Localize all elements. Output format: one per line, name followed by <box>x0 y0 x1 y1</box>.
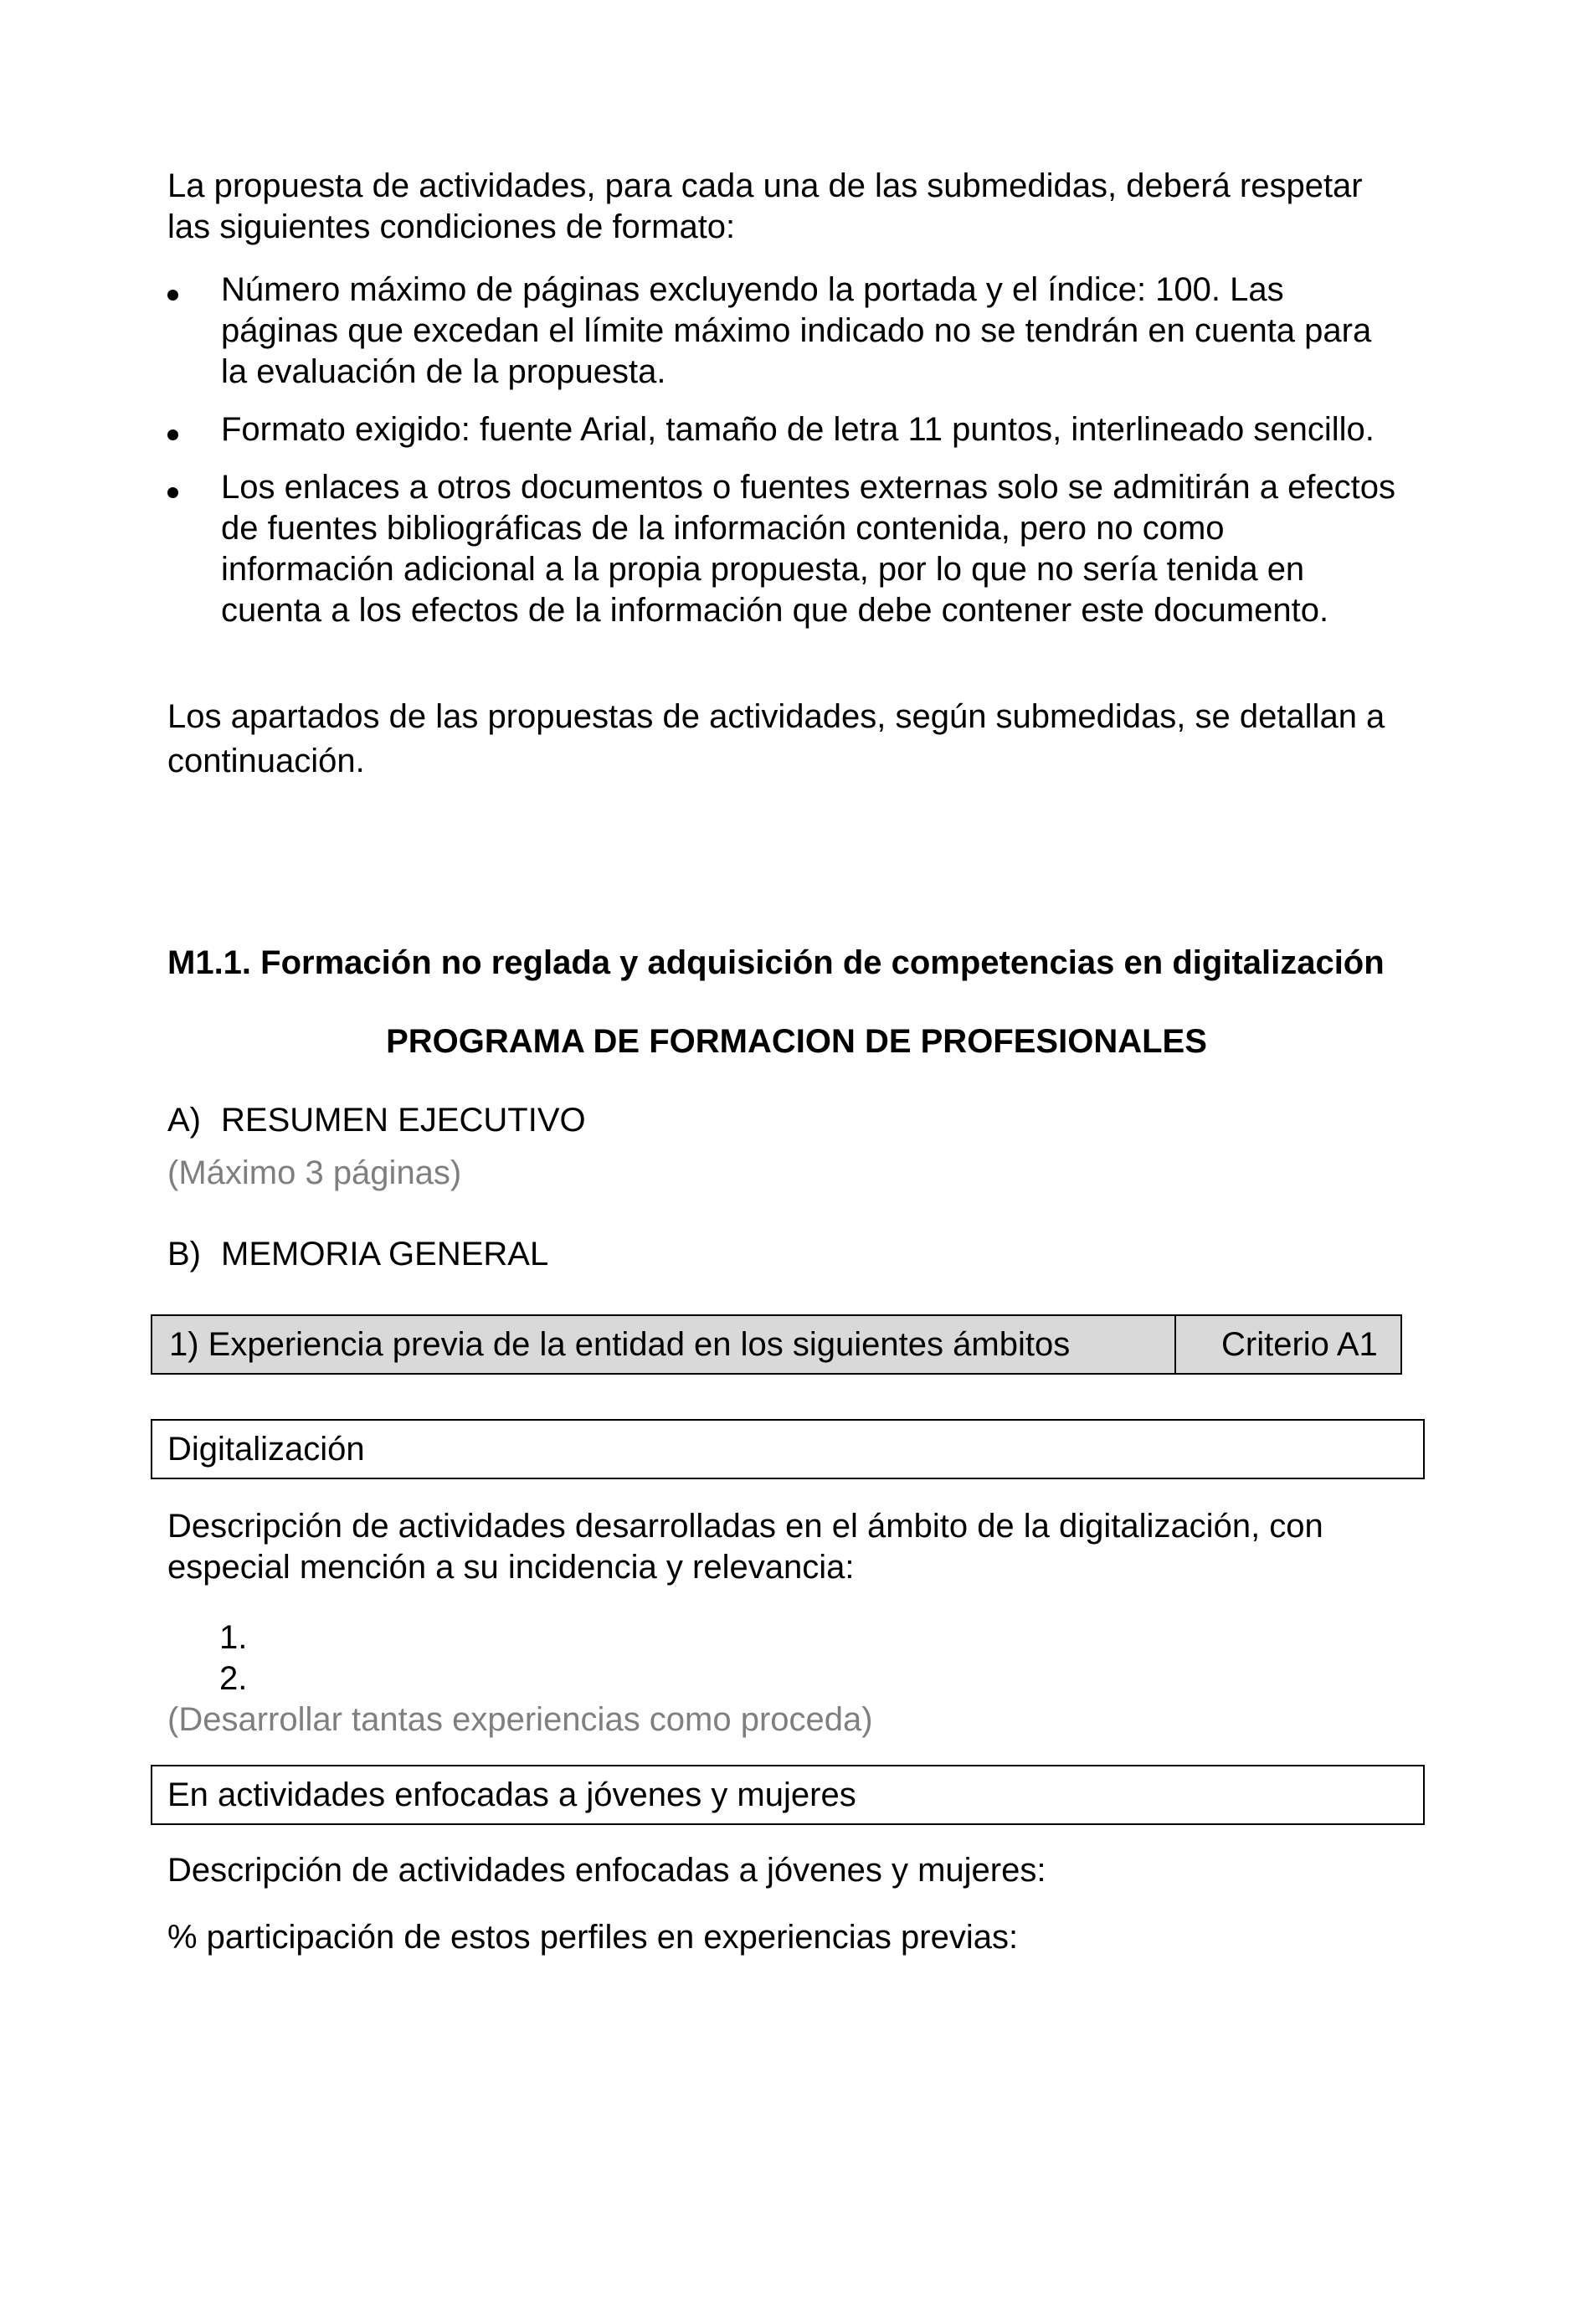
jovenes-box <box>151 1765 1425 1825</box>
section-a-note: (Máximo 3 páginas) <box>167 1154 462 1191</box>
bullet-3-line-3: información adicional a la propia propuesta, por lo que no sería tenida en <box>221 551 1305 588</box>
apartados-line-2: continuación. <box>167 743 365 779</box>
section-a-marker: A) <box>167 1102 201 1139</box>
bullet-marker <box>167 429 178 440</box>
digitalizacion-label: Digitalización <box>167 1431 365 1468</box>
digitalizacion-desc-line-1: Descripción de actividades desarrolladas en el ámbito de la digitalización, con <box>167 1508 1323 1545</box>
bullet-1-line-2: páginas que excedan el límite máximo indicado no se tendrán en cuenta para <box>221 312 1372 349</box>
table-divider <box>1174 1316 1176 1373</box>
jovenes-desc: Descripción de actividades enfocadas a jóvenes y mujeres: <box>167 1852 1046 1889</box>
numbered-item-1: 1. <box>219 1619 248 1656</box>
section-b-label: MEMORIA GENERAL <box>221 1236 549 1273</box>
intro-line-1: La propuesta de actividades, para cada una de las submedidas, deberá respetar <box>167 167 1363 204</box>
bullet-marker <box>167 290 178 301</box>
intro-line-2: las siguientes condiciones de formato: <box>167 208 736 245</box>
criterion-table <box>151 1314 1402 1375</box>
section-b-marker: B) <box>167 1236 201 1273</box>
criterion-label: Criterio A1 <box>1221 1326 1378 1363</box>
jovenes-participation: % participación de estos perfiles en experiencias previas: <box>167 1919 1019 1956</box>
digitalizacion-desc-line-2: especial mención a su incidencia y relevancia: <box>167 1549 855 1586</box>
bullet-2-line-1: Formato exigido: fuente Arial, tamaño de letra 11 puntos, interlineado sencillo. <box>221 411 1375 448</box>
numbered-item-2: 2. <box>219 1660 248 1697</box>
program-title: PROGRAMA DE FORMACION DE PROFESIONALES <box>386 1023 1207 1060</box>
jovenes-label: En actividades enfocadas a jóvenes y mujeres <box>167 1776 856 1813</box>
bullet-3-line-2: de fuentes bibliográficas de la información contenida, pero no como <box>221 510 1225 547</box>
bullet-marker <box>167 487 178 498</box>
section-a-label: RESUMEN EJECUTIVO <box>221 1102 586 1139</box>
bullet-3-line-1: Los enlaces a otros documentos o fuentes externas solo se admitirán a efectos <box>221 469 1396 506</box>
apartados-line-1: Los apartados de las propuestas de actividades, según submedidas, se detallan a <box>167 698 1385 735</box>
criterion-item: 1) Experiencia previa de la entidad en los siguientes ámbitos <box>169 1326 1071 1363</box>
bullet-1-line-3: la evaluación de la propuesta. <box>221 353 666 390</box>
digitalizacion-note: (Desarrollar tantas experiencias como proceda) <box>167 1701 873 1738</box>
section-heading: M1.1. Formación no reglada y adquisición de competencias en digitalización <box>167 944 1385 981</box>
bullet-1-line-1: Número máximo de páginas excluyendo la portada y el índice: 100. Las <box>221 271 1284 308</box>
bullet-3-line-4: cuenta a los efectos de la información que debe contener este documento. <box>221 592 1329 629</box>
digitalizacion-box <box>151 1419 1425 1479</box>
